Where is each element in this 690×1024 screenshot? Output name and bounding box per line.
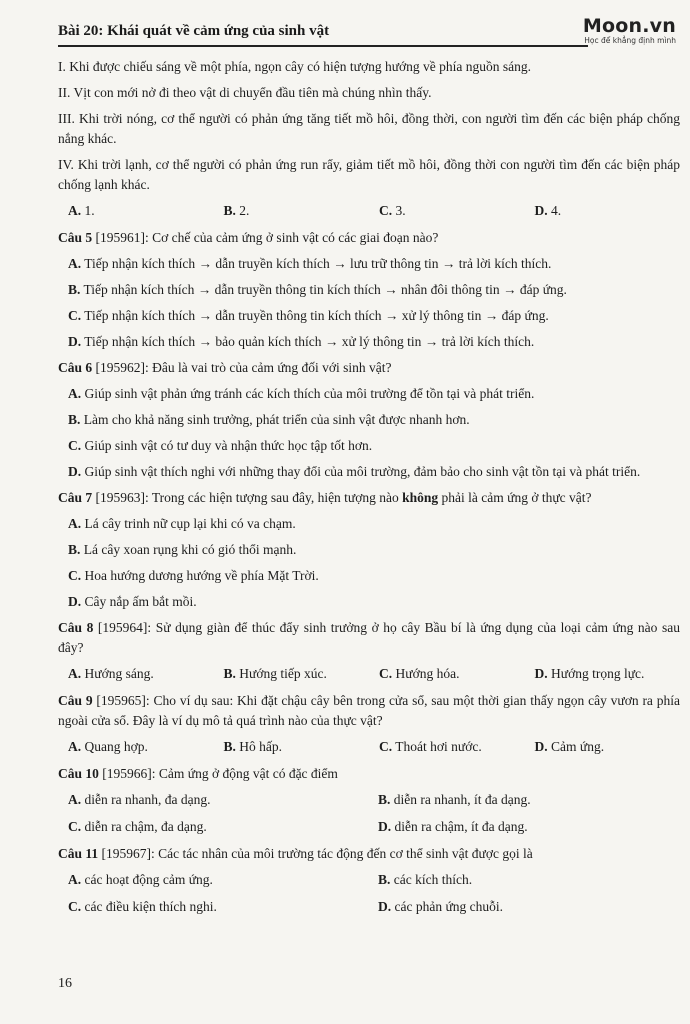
page-header <box>58 14 680 48</box>
logo-tagline: Học để khẳng định mình <box>584 36 676 45</box>
option-c: C. 3. <box>379 203 406 218</box>
q6-option-c: C. Giúp sinh vật có tư duy và nhận thức học tập tốt hơn. <box>68 438 373 453</box>
q11-option-c: C. các điều kiện thích nghi. <box>68 899 217 914</box>
q11-options-row1 <box>58 870 680 890</box>
q5-option-d: D. Tiếp nhận kích thích → bảo quản kích thích → xử lý thông tin → trả lời kích thích. <box>68 334 535 349</box>
q8-options <box>58 664 680 684</box>
question-9: Câu 9 [195965]: Cho ví dụ sau: Khi đặt chậu cây bên trong cửa sổ, sau một thời gian thấy ngọn cây vươn ra phía ngoài cửa sổ. Đây là ví dụ mô tả quá trình nào của thực vật? <box>58 693 680 728</box>
statement-3: III. Khi trời nóng, cơ thể người có phản ứng tăng tiết mồ hôi, đồng thời, con người tìm đến các biện pháp chống nắng khác. <box>58 111 680 146</box>
intro-options <box>58 201 680 221</box>
q10-option-b: B. diễn ra nhanh, ít đa dạng. <box>378 792 531 807</box>
q7-option-b: B. Lá cây xoan rụng khi có gió thổi mạnh. <box>68 542 297 557</box>
question-7: Câu 7 [195963]: Trong các hiện tượng sau đây, hiện tượng nào không phải là cảm ứng ở thực vật? <box>58 490 592 505</box>
statement-1: I. Khi được chiếu sáng về một phía, ngọn cây có hiện tượng hướng về phía nguồn sáng. <box>58 59 532 74</box>
header-rule <box>58 45 588 47</box>
q5-option-a: A. Tiếp nhận kích thích → dẫn truyền kích thích → lưu trữ thông tin → trả lời kích thích. <box>68 256 552 271</box>
moon-logo <box>583 16 676 45</box>
page-number: 16 <box>58 976 72 991</box>
question-10: Câu 10 [195966]: Cảm ứng ở động vật có đặc điểm <box>58 766 338 781</box>
logo-text: Moon.vn <box>582 15 676 37</box>
q7-option-d: D. Cây nắp ấm bắt mồi. <box>68 594 197 609</box>
q10-options-row2 <box>58 817 680 837</box>
q8-option-c: C. Hướng hóa. <box>379 666 460 681</box>
page-content <box>58 57 680 924</box>
q8-option-b: B. Hướng tiếp xúc. <box>223 666 327 681</box>
q9-option-b: B. Hô hấp. <box>223 739 283 754</box>
q7-option-c: C. Hoa hướng dương hướng về phía Mặt Trời. <box>68 568 319 583</box>
q11-option-b: B. các kích thích. <box>378 872 473 887</box>
option-b: B. 2. <box>223 203 250 218</box>
q8-option-d: D. Hướng trọng lực. <box>534 666 645 681</box>
question-6: Câu 6 [195962]: Đâu là vai trò của cảm ứng đối với sinh vật? <box>58 360 392 375</box>
q6-option-a: A. Giúp sinh vật phản ứng tránh các kích thích của môi trường để tồn tại và phát triển. <box>68 386 535 401</box>
question-11: Câu 11 [195967]: Các tác nhân của môi trường tác động đến cơ thể sinh vật được gọi là <box>58 846 533 861</box>
q10-option-d: D. diễn ra chậm, ít đa dạng. <box>378 819 528 834</box>
question-8: Câu 8 [195964]: Sử dụng giàn để thúc đẩy sinh trưởng ở họ cây Bầu bí là ứng dụng của loại cảm ứng nào sau đây? <box>58 620 680 655</box>
option-a: A. 1. <box>68 203 95 218</box>
statement-4: IV. Khi trời lạnh, cơ thể người có phản ứng run rẩy, giảm tiết mồ hôi, đồng thời con người tìm đến các biện pháp chống lạnh khác. <box>58 157 680 192</box>
q11-option-a: A. các hoạt động cảm ứng. <box>68 872 213 887</box>
q5-option-b: B. Tiếp nhận kích thích → dẫn truyền thông tin kích thích → nhân đôi thông tin → đáp ứng. <box>68 282 567 297</box>
q9-option-a: A. Quang hợp. <box>68 739 148 754</box>
q9-option-d: D. Cảm ứng. <box>534 739 605 754</box>
q8-option-a: A. Hướng sáng. <box>68 666 154 681</box>
q10-option-c: C. diễn ra chậm, đa dạng. <box>68 819 207 834</box>
q7-option-a: A. Lá cây trinh nữ cụp lại khi có va chạm. <box>68 516 296 531</box>
option-d: D. 4. <box>534 203 562 218</box>
emphasis-khong: không <box>402 490 439 505</box>
q11-option-d: D. các phản ứng chuỗi. <box>378 899 504 914</box>
q9-option-c: C. Thoát hơi nước. <box>379 739 482 754</box>
q11-options-row2 <box>58 897 680 917</box>
q10-option-a: A. diễn ra nhanh, đa dạng. <box>68 792 211 807</box>
statement-2: II. Vịt con mới nở đi theo vật di chuyển đầu tiên mà chúng nhìn thấy. <box>58 85 432 100</box>
q9-options <box>58 737 680 757</box>
q5-option-c: C. Tiếp nhận kích thích → dẫn truyền thông tin kích thích → xử lý thông tin → đáp ứng. <box>68 308 549 323</box>
page-title: Bài 20: Khái quát về cảm ứng của sinh vật <box>58 23 330 39</box>
q6-option-d: D. Giúp sinh vật thích nghi với những thay đổi của môi trường, đảm bảo cho sinh vật tồn tại và phát triển. <box>68 464 641 479</box>
q10-options-row1 <box>58 790 680 810</box>
question-5: Câu 5 [195961]: Cơ chế của cảm ứng ở sinh vật có các giai đoạn nào? <box>58 230 439 245</box>
q6-option-b: B. Làm cho khả năng sinh trưởng, phát triển của sinh vật được nhanh hơn. <box>68 412 470 427</box>
